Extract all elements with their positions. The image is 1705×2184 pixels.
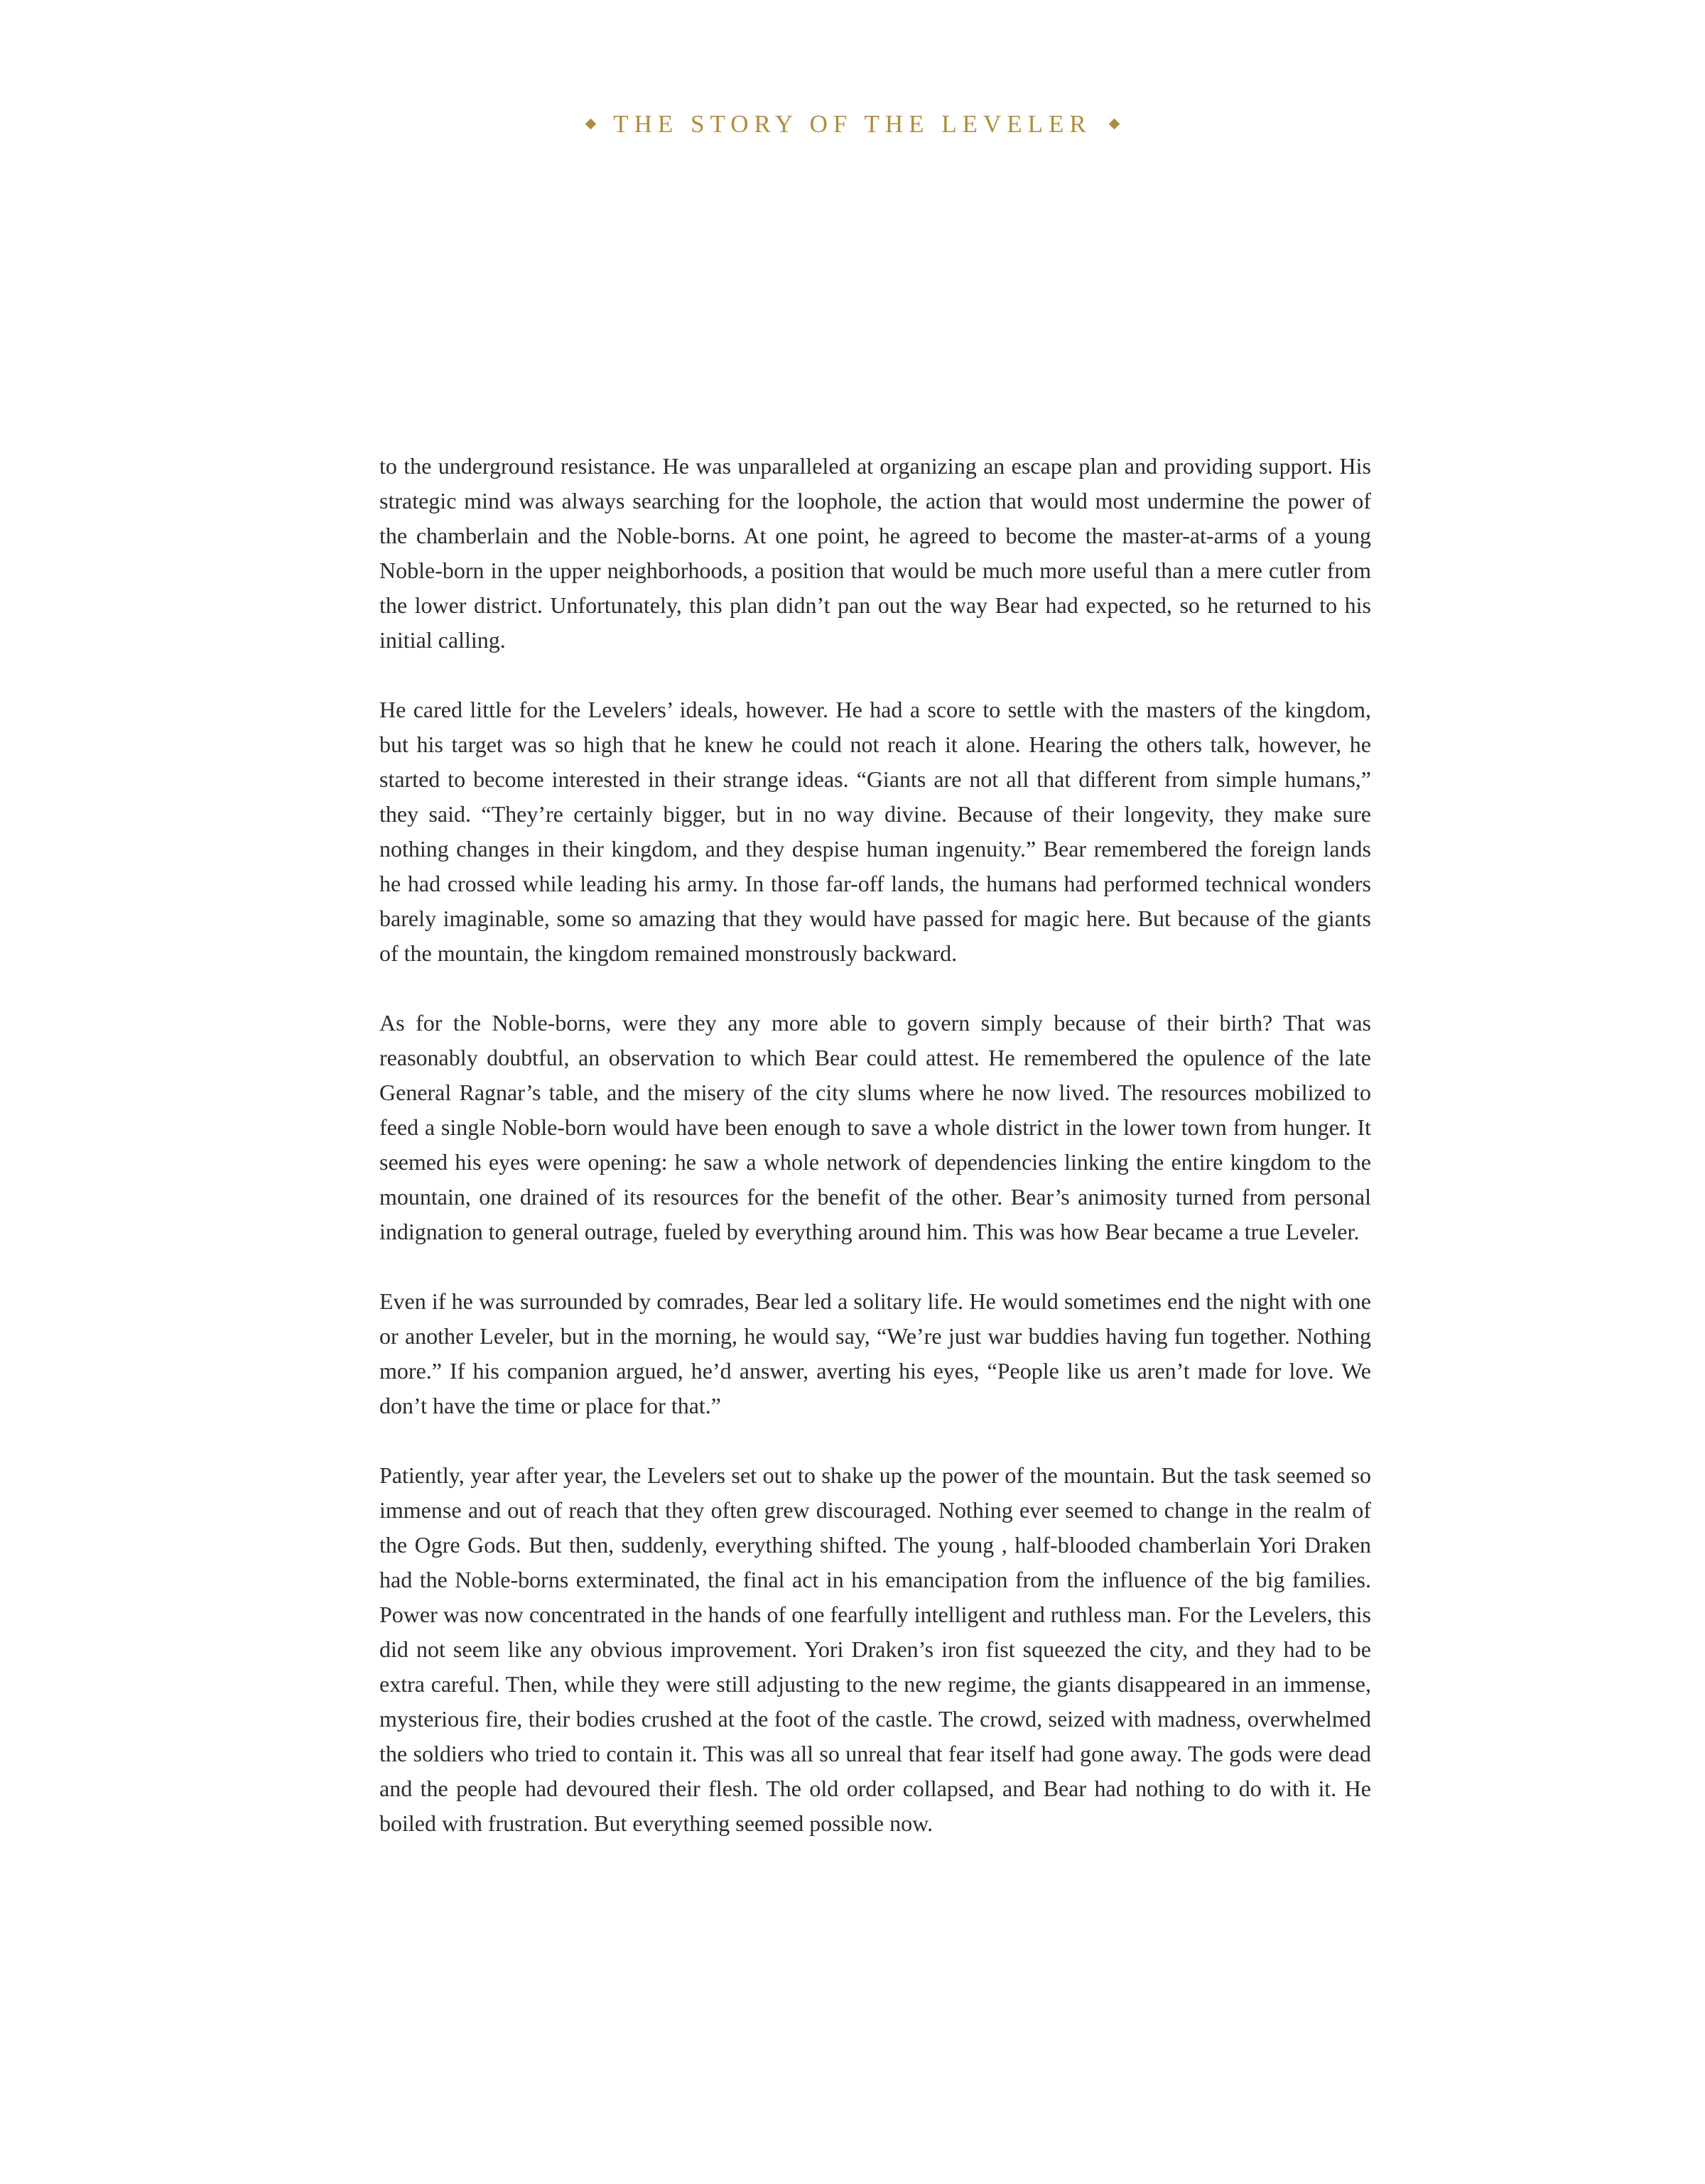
right-diamond-ornament-icon [1109,119,1120,130]
running-header-title: THE STORY OF THE LEVELER [613,110,1092,138]
paragraph: to the underground resistance. He was unparalleled at organizing an escape plan and providing support. His strategic mind was always searching for the loophole, the action that would most undermine the power of the chamberlain and the Noble-borns. At one point, he agreed to become the master-at-arms of a young Noble-born in the upper neighborhoods, a position that would be much more useful than a mere cutler from the lower district. Unfortunately, this plan didn’t pan out the way Bear had expected, so he returned to his initial calling. [379,453,1371,653]
paragraph: Even if he was surrounded by comrades, Bear led a solitary life. He would sometimes end the night with one or another Leveler, but in the morning, he would say, “We’re just war buddies having fun together. Nothing more.” If his companion argued, he’d answer, averting his eyes, “People like us aren’t made for love. We don’t have the time or place for that.” [379,1288,1371,1418]
paragraph: He cared little for the Levelers’ ideals, however. He had a score to settle with the masters of the kingdom, but his target was so high that he knew he could not reach it alone. Hearing the others talk, however, he started to become interested in their strange ideas. “Giants are not all that different from simple humans,” they said. “They’re certainly bigger, but in no way divine. Because of their longevity, they make sure nothing changes in their kingdom, and they despise human ingenuity.” Bear remembered the foreign lands he had crossed while leading his army. In those far-off lands, the humans had performed technical wonders barely imaginable, some so amazing that they would have passed for magic here. But because of the giants of the mountain, the kingdom remained monstrously backward. [379,697,1371,966]
running-header [0,107,1705,142]
left-diamond-ornament-icon [585,119,597,130]
paragraph: As for the Noble-borns, were they any more able to govern simply because of their birth? That was reasonably doubtful, an observation to which Bear could attest. He remembered the opulence of the late General Ragnar’s table, and the misery of the city slums where he now lived. The resources mobilized to feed a single Noble-born would have been enough to save a whole district in the lower town from hunger. It seemed his eyes were opening: he saw a whole network of dependencies linking the entire kingdom to the mountain, one drained of its resources for the benefit of the other. Bear’s animosity turned from personal indignation to general outrage, fueled by everything around him. This was how Bear became a true Leveler. [379,1010,1371,1244]
body-text [379,449,1371,1841]
paragraph: Patiently, year after year, the Levelers set out to shake up the power of the mountain. But the task seemed so immense and out of reach that they often grew discouraged. Nothing ever seemed to change in the realm of the Ogre Gods. But then, suddenly, everything shifted. The young , half-blooded chamberlain Yori Draken had the Noble-borns exterminated, the final act in his emancipation from the influence of the big families. Power was now concentrated in the hands of one fearfully intelligent and ruthless man. For the Levelers, this did not seem like any obvious improvement. Yori Draken’s iron fist squeezed the city, and they had to be extra careful. Then, while they were still adjusting to the new regime, the giants disappeared in an immense, mysterious fire, their bodies crushed at the foot of the castle. The crowd, seized with madness, overwhelmed the soldiers who tried to contain it. This was all so unreal that fear itself had gone away. The gods were dead and the people had devoured their flesh. The old order collapsed, and Bear had nothing to do with it. He boiled with frustration. But everything seemed possible now. [379,1462,1371,1836]
